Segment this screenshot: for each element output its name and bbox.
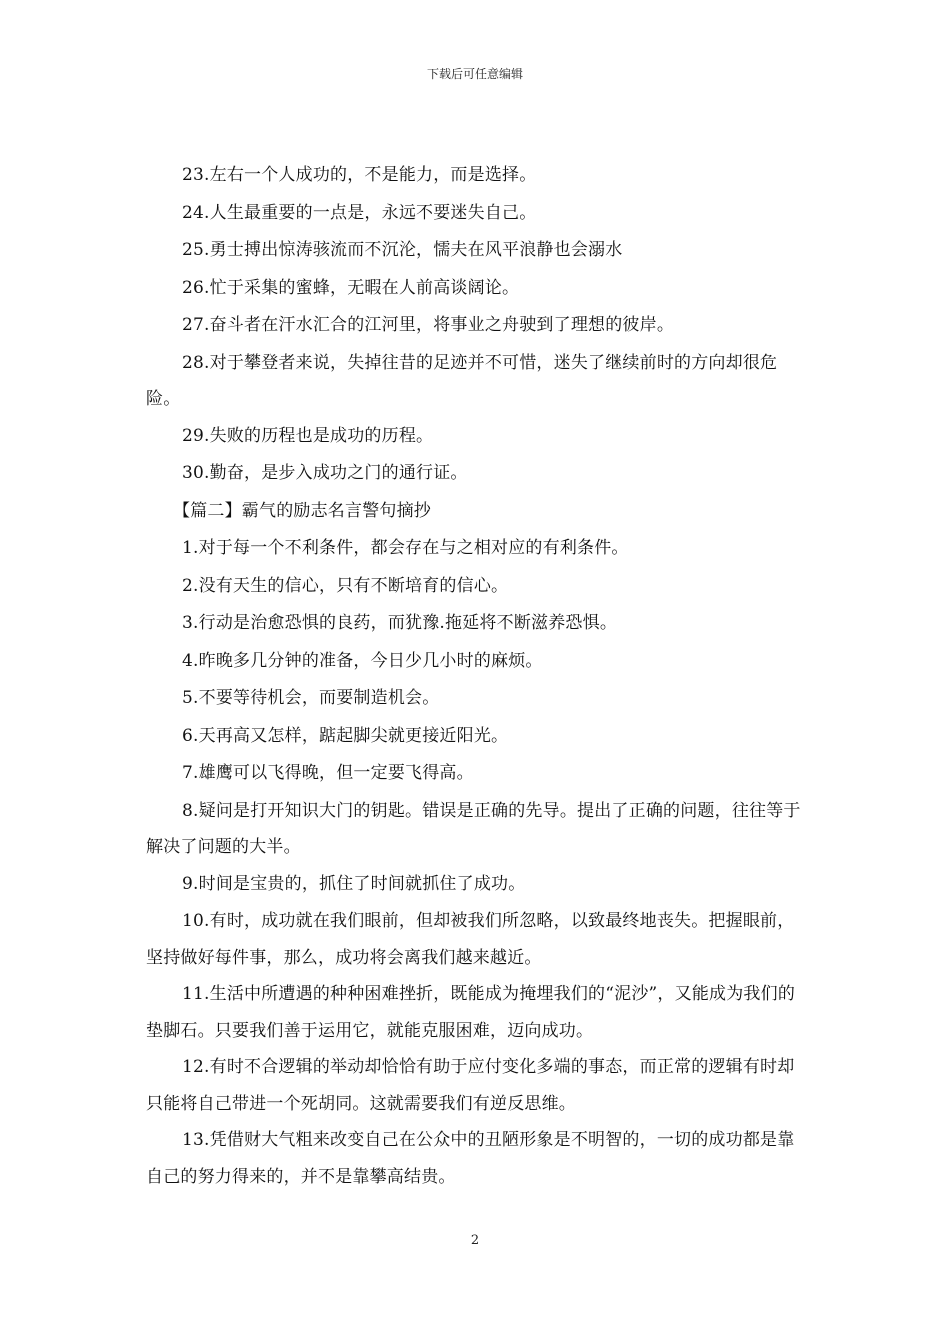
quote-paragraph: 27.奋斗者在汗水汇合的江河里，将事业之舟驶到了理想的彼岸。	[182, 315, 675, 335]
quote-paragraph: 26.忙于采集的蜜蜂，无暇在人前高谈阔论。	[182, 277, 520, 298]
quote-paragraph: 4.昨晚多几分钟的准备，今日少几小时的麻烦。	[182, 650, 543, 671]
quote-paragraph: 28.对于攀登者来说，失掉往昔的足迹并不可惜，迷失了继续前时的方向却很危险。	[146, 352, 778, 409]
document-body	[146, 157, 806, 1195]
quote-paragraph: 29.失败的历程也是成功的历程。	[182, 425, 434, 446]
quote-paragraph: 1.对于每一个不利条件，都会存在与之相对应的有利条件。	[182, 538, 629, 558]
quote-paragraph: 2.没有天生的信心，只有不断培育的信心。	[182, 575, 509, 596]
quote-paragraph: 3.行动是治愈恐惧的良药，而犹豫.拖延将不断滋养恐惧。	[182, 613, 618, 633]
quote-paragraph: 7.雄鹰可以飞得晚，但一定要飞得高。	[182, 763, 474, 783]
page-header: 下载后可任意编辑	[426, 67, 523, 81]
quote-paragraph: 6.天再高又怎样，踮起脚尖就更接近阳光。	[182, 725, 509, 746]
quote-paragraph: 9.时间是宝贵的，抓住了时间就抓住了成功。	[182, 873, 526, 894]
quote-paragraph: 30.勤奋，是步入成功之门的通行证。	[182, 463, 468, 483]
quote-paragraph: 24.人生最重要的一点是，永远不要迷失自己。	[182, 202, 537, 223]
quote-paragraph: 12.有时不合逻辑的举动却恰恰有助于应付变化多端的事态，而正常的逻辑有时却只能将自己带进一个死胡同。这就需要我们有逆反思维。	[146, 1057, 795, 1114]
page-number: 2	[470, 1233, 480, 1248]
quote-paragraph: 10.有时，成功就在我们眼前，但却被我们所忽略，以致最终地丧失。把握眼前，坚持做好每件事，那么，成功将会离我们越来越近。	[146, 911, 795, 968]
quote-paragraph: 8.疑问是打开知识大门的钥匙。错误是正确的先导。提出了正确的问题，往往等于解决了问题的大半。	[146, 800, 801, 857]
section-heading: 【篇二】霸气的励志名言警句摘抄	[173, 500, 431, 521]
quote-paragraph: 25.勇士搏出惊涛骇流而不沉沦，懦夫在风平浪静也会溺水	[182, 240, 623, 260]
quote-paragraph: 11.生活中所遭遇的种种困难挫折，既能成为掩埋我们的“泥沙”，又能成为我们的垫脚石。只要我们善于运用它，就能克服困难，迈向成功。	[146, 984, 796, 1041]
quote-paragraph: 5.不要等待机会，而要制造机会。	[182, 688, 440, 708]
quote-paragraph: 23.左右一个人成功的，不是能力，而是选择。	[182, 165, 537, 185]
quote-paragraph: 13.凭借财大气粗来改变自己在公众中的丑陋形象是不明智的，一切的成功都是靠自己的努力得来的，并不是靠攀高结贵。	[146, 1130, 795, 1187]
